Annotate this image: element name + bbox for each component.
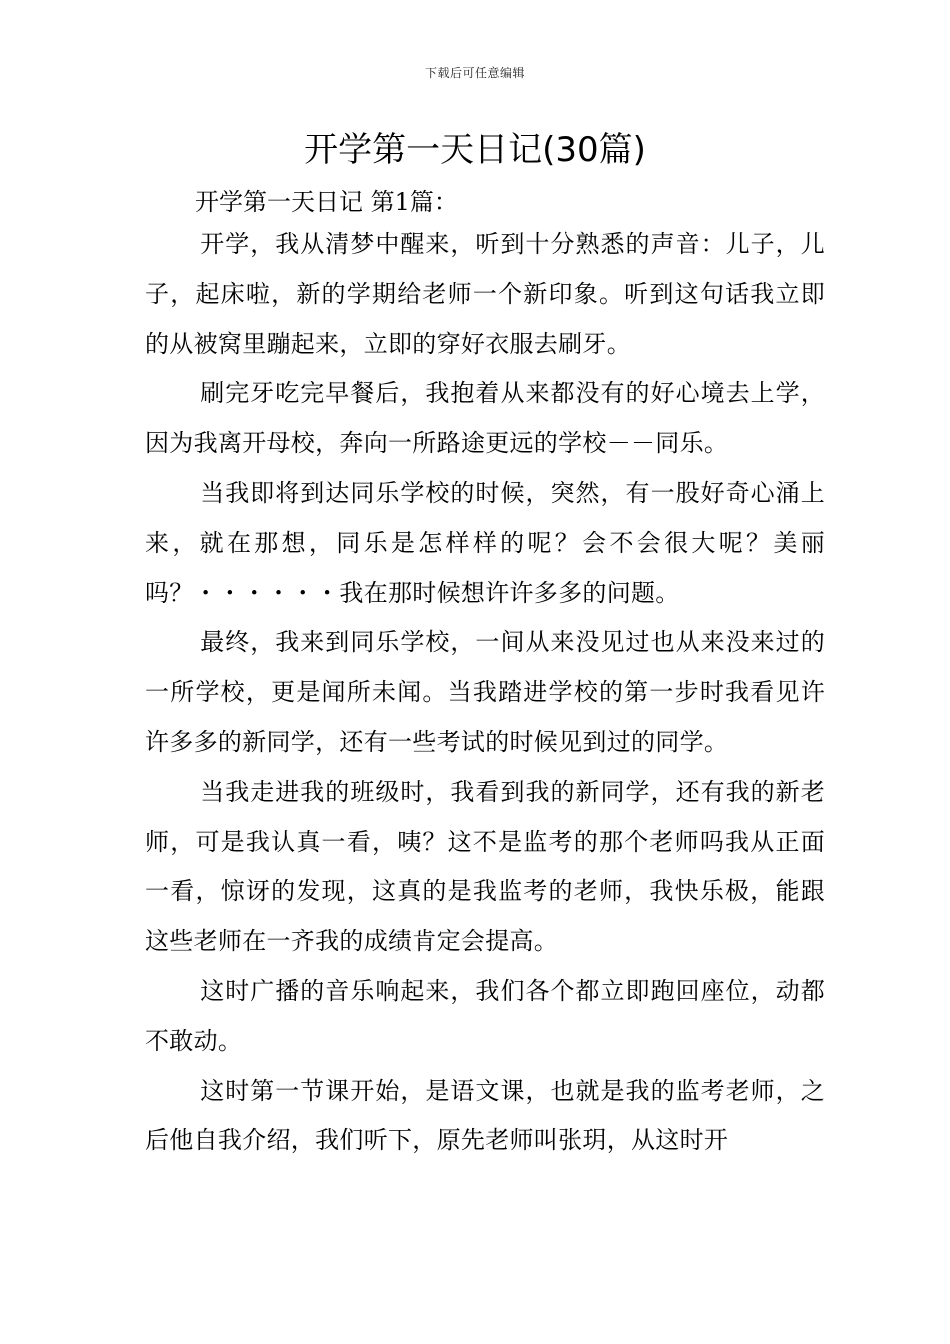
paragraph: 当我走进我的班级时，我看到我的新同学，还有我的新老师，可是我认真一看，咦？这不是监考的那个老师吗我从正面一看，惊讶的发现，这真的是我监考的老师，我快乐极，能跟这些老师在一齐我的成绩肯定会提高。 — [145, 777, 825, 956]
paragraph: 当我即将到达同乐学校的时候，突然，有一股好奇心涌上来，就在那想，同乐是怎样样的呢？会不会很大呢？美丽吗？・・・・・・我在那时候想许许多多的问题。 — [145, 478, 825, 607]
paragraph: 最终，我来到同乐学校，一间从来没见过也从来没来过的一所学校，更是闻所未闻。当我踏进学校的第一步时我看见许许多多的新同学，还有一些考试的时候见到过的同学。 — [145, 628, 825, 756]
paragraph: 这时广播的音乐响起来，我们各个都立即跑回座位，动都不敢动。 — [145, 976, 825, 1055]
header-note: 下载后可任意编辑 — [424, 66, 525, 80]
paragraph: 刷完牙吃完早餐后，我抱着从来都没有的好心境去上学，因为我离开母校，奔向一所路途更远的学校－－同乐。 — [145, 379, 825, 458]
paragraph: 这时第一节课开始，是语文课，也就是我的监考老师，之后他自我介绍，我们听下，原先老师叫张玥，从这时开 — [145, 1076, 825, 1155]
document-title: 开学第一天日记(30篇) — [304, 130, 646, 170]
document-body — [145, 184, 825, 1166]
paragraph: 开学，我从清梦中醒来，听到十分熟悉的声音：儿子，儿子，起床啦，新的学期给老师一个新印象。听到这句话我立即的从被窝里蹦起来，立即的穿好衣服去刷牙。 — [145, 230, 825, 358]
section-subtitle: 开学第一天日记 第1篇： — [195, 188, 458, 216]
